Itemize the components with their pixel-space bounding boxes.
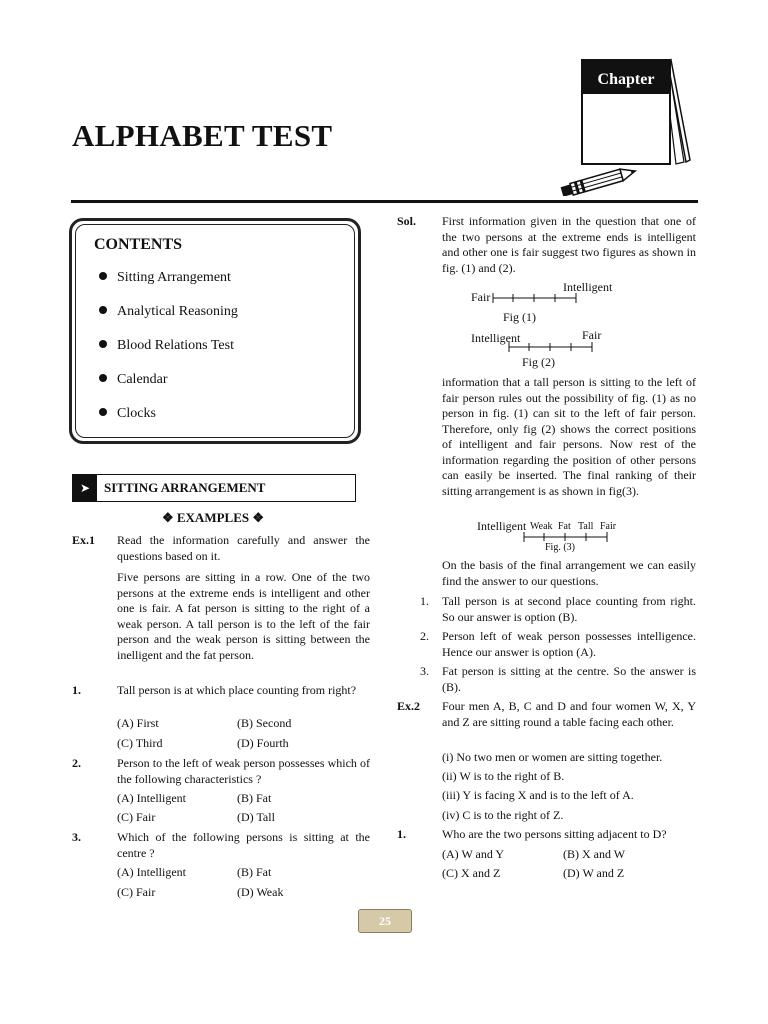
bullet-icon [99, 306, 107, 314]
ex1-passage: Five persons are sitting in a row. One of the two persons at the extreme ends is intelligent and other one is fair. A fat person is sitting to the right of a weak person. A tall person is to the left of the fair person and the weak person is sitting between the inelligent and the fat person. [117, 570, 370, 662]
ex2-condition: (ii) W is to the right of B. [442, 769, 565, 783]
answer-text: Tall person is at second place counting from right. So our answer is option (B). [442, 594, 696, 624]
answer-number: 3. [420, 664, 429, 678]
fig3-label: Fair [600, 521, 617, 532]
fig1-right-label: Intelligent [563, 280, 613, 294]
option: (B) Fat [237, 791, 272, 805]
sol-para3: On the basis of the final arrangement we can easily find the answer to our questions. [442, 558, 696, 588]
ex2-condition: (iv) C is to the right of Z. [442, 808, 564, 822]
contents-item: Sitting Arrangement [99, 270, 231, 286]
fig3-label: Fat [558, 521, 571, 532]
question-number: 1. [397, 827, 406, 841]
ex2-condition: (iii) Y is facing X and is to the left of A. [442, 788, 634, 802]
contents-item: Analytical Reasoning [99, 304, 238, 320]
fig2-line [508, 341, 594, 353]
option: (B) Fat [237, 865, 272, 879]
fig1-line [492, 292, 578, 304]
chapter-label: Chapter [597, 71, 655, 88]
fig2-right-label: Fair [582, 328, 602, 342]
option: (A) Intelligent [117, 865, 186, 879]
option: (A) Intelligent [117, 791, 186, 805]
answer-text: Fat person is sitting at the centre. So the answer is (B). [442, 664, 696, 694]
examples-heading: ❖ EXAMPLES ❖ [161, 510, 265, 525]
ex1-intro: Read the information carefully and answer the questions based on it. [117, 533, 370, 563]
ex2-condition: (i) No two men or women are sitting together. [442, 750, 663, 764]
answer-number: 2. [420, 629, 429, 643]
bullet-icon [99, 374, 107, 382]
option: (A) First [117, 716, 159, 730]
page-number: 25 [358, 909, 412, 933]
arrow-icon: ➤ [73, 475, 97, 501]
question-text: Who are the two persons sitting adjacent to D? [442, 827, 667, 841]
question-number: 2. [72, 756, 81, 770]
ex2-label: Ex.2 [397, 699, 421, 713]
fig1-left-label: Fair [471, 290, 491, 304]
contents-item: Clocks [99, 406, 156, 422]
option: (B) X and W [563, 847, 626, 861]
option: (C) X and Z [442, 866, 501, 880]
page-title: ALPHABET TEST [72, 118, 333, 153]
ex1-label: Ex.1 [72, 533, 96, 547]
ex2-intro: Four men A, B, C and D and four women W, X, Y and Z are sitting round a table facing each other. [442, 699, 696, 729]
option: (D) Fourth [237, 736, 289, 750]
contents-heading: CONTENTS [94, 236, 183, 253]
fig3-label: Tall [578, 521, 594, 532]
title-rule [71, 200, 698, 203]
fig1-caption: Fig (1) [503, 310, 536, 324]
contents-item: Calendar [99, 372, 168, 388]
bullet-icon [99, 340, 107, 348]
contents-item: Blood Relations Test [99, 338, 234, 354]
sol-label: Sol. [397, 214, 417, 228]
sol-para1: First information given in the question that one of the two persons at the extreme ends is intelligent and other one is fair suggest two figures as shown in fig. (1) and (2). [442, 214, 696, 275]
section-header [72, 474, 356, 502]
option: (D) W and Z [563, 866, 625, 880]
question-text: Tall person is at which place counting from right? [117, 683, 357, 697]
answer-number: 1. [420, 594, 429, 608]
fig3-caption: Fig. (3) [545, 542, 575, 553]
option: (C) Fair [117, 885, 156, 899]
question-number: 1. [72, 683, 81, 697]
chapter-book-icon [558, 56, 698, 196]
question-text: Person to the left of weak person possesses which of the following characteristics ? [117, 756, 370, 786]
option: (D) Weak [237, 885, 284, 899]
sol-para2: information that a tall person is sitting to the left of fair person rules out the possibility of fig. (1) as no person in fig. (1) can sit to the left of fair person. Therefore, only fig (2) shows the correct positions of intelligent and fair persons. Now rest of the information regarding the position of other persons can easily be inserted. The final ranking of their sitting arrangement is as shown in fig(3). [442, 375, 696, 498]
fig3-label: Intelligent [477, 519, 527, 533]
option: (B) Second [237, 716, 292, 730]
question-number: 3. [72, 830, 81, 844]
option: (A) W and Y [442, 847, 505, 861]
fig2-caption: Fig (2) [522, 355, 555, 369]
option: (C) Fair [117, 810, 156, 824]
option: (C) Third [117, 736, 163, 750]
bullet-icon [99, 408, 107, 416]
contents-box [69, 218, 361, 444]
question-text: Which of the following persons is sitting at the centre ? [117, 830, 370, 860]
fig3-label: Weak [530, 521, 553, 532]
bullet-icon [99, 272, 107, 280]
fig2-left-label: Intelligent [471, 331, 521, 345]
answer-text: Person left of weak person possesses intelligence. Hence our answer is option (A). [442, 629, 696, 659]
option: (D) Tall [237, 810, 275, 824]
section-title: SITTING ARRANGEMENT [104, 480, 266, 495]
